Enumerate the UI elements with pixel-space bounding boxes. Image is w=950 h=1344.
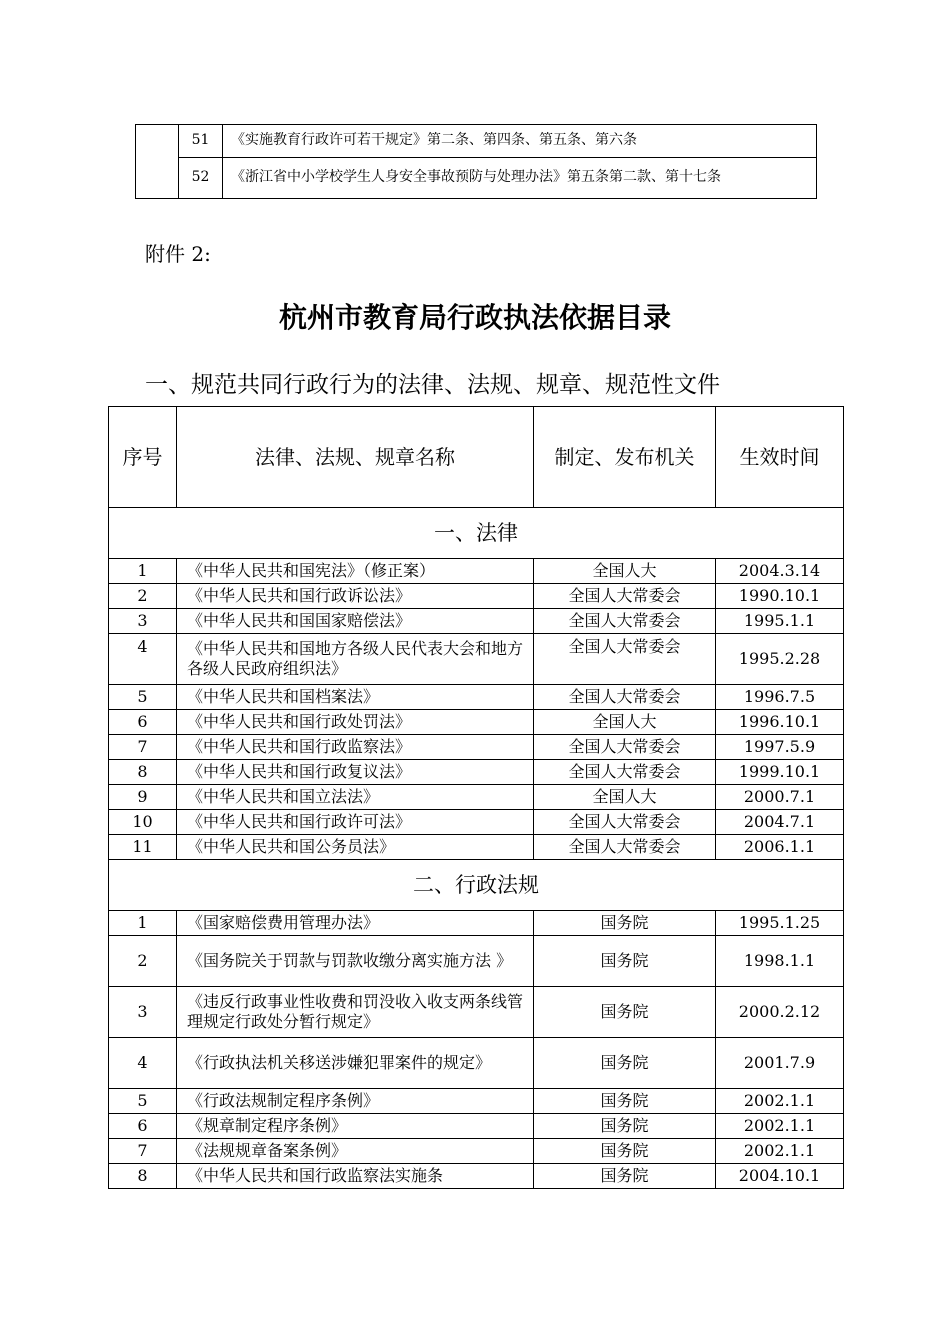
- issuer-cell: 全国人大常委会: [534, 760, 716, 785]
- table-row: [109, 911, 844, 936]
- issuer-cell: 国务院: [534, 987, 716, 1038]
- table-row: [109, 1038, 844, 1089]
- table-row: [109, 760, 844, 785]
- date-cell: 2006.1.1: [716, 835, 844, 860]
- attachment-label: 附件 2:: [145, 242, 211, 266]
- issuer-cell: 全国人大常委会: [534, 584, 716, 609]
- header-seq: 序号: [109, 407, 177, 508]
- header-effective: 生效时间: [716, 407, 844, 508]
- name-cell: 《中华人民共和国国家赔偿法》: [177, 609, 534, 634]
- seq-cell: 3: [109, 609, 177, 634]
- row-number: 51: [179, 125, 223, 158]
- merged-cell: [136, 125, 179, 199]
- name-cell: 《中华人民共和国行政监察法实施条: [177, 1164, 534, 1189]
- name-cell: 《国家赔偿费用管理办法》: [177, 911, 534, 936]
- name-cell: 《中华人民共和国公务员法》: [177, 835, 534, 860]
- header-name: 法律、法规、规章名称: [177, 407, 534, 508]
- seq-cell: 7: [109, 735, 177, 760]
- table-row: [109, 685, 844, 710]
- table-row: [109, 559, 844, 584]
- issuer-cell: 国务院: [534, 1038, 716, 1089]
- name-cell: 《中华人民共和国行政许可法》: [177, 810, 534, 835]
- issuer-cell: 国务院: [534, 911, 716, 936]
- name-cell: 《中华人民共和国档案法》: [177, 685, 534, 710]
- table-row: [109, 1164, 844, 1189]
- page-title: 杭州市教育局行政执法依据目录: [278, 301, 671, 334]
- name-cell: 《中华人民共和国行政监察法》: [177, 735, 534, 760]
- date-cell: 1999.10.1: [716, 760, 844, 785]
- seq-cell: 6: [109, 710, 177, 735]
- name-cell: 《中华人民共和国行政处罚法》: [177, 710, 534, 735]
- date-cell: 2000.2.12: [716, 987, 844, 1038]
- table-row: [109, 1089, 844, 1114]
- date-cell: 1998.1.1: [716, 936, 844, 987]
- name-cell: 《规章制定程序条例》: [177, 1114, 534, 1139]
- date-cell: 1996.10.1: [716, 710, 844, 735]
- seq-cell: 1: [109, 559, 177, 584]
- law-catalogue-table: [108, 406, 844, 1189]
- issuer-cell: 全国人大: [534, 710, 716, 735]
- name-cell: 《违反行政事业性收费和罚没收入收支两条线管理规定行政处分暂行规定》: [177, 987, 534, 1038]
- seq-cell: 3: [109, 987, 177, 1038]
- name-cell: 《法规规章备案条例》: [177, 1139, 534, 1164]
- name-cell: 《中华人民共和国宪法》（修正案）: [177, 559, 534, 584]
- table-row: [109, 936, 844, 987]
- basis-text: 《实施教育行政许可若干规定》第二条、第四条、第五条、第六条: [223, 125, 817, 158]
- seq-cell: 5: [109, 1089, 177, 1114]
- table-header-row: [109, 407, 844, 508]
- issuer-cell: 全国人大常委会: [534, 735, 716, 760]
- section-heading: 一、规范共同行政行为的法律、法规、规章、规范性文件: [145, 372, 720, 398]
- issuer-cell: 国务院: [534, 936, 716, 987]
- table-row: [109, 1139, 844, 1164]
- table-row: [109, 1114, 844, 1139]
- date-cell: 2002.1.1: [716, 1089, 844, 1114]
- issuer-cell: 国务院: [534, 1089, 716, 1114]
- row-number: 52: [179, 158, 223, 199]
- date-cell: 2004.3.14: [716, 559, 844, 584]
- seq-cell: 11: [109, 835, 177, 860]
- basis-text: 《浙江省中小学校学生人身安全事故预防与处理办法》第五条第二款、第十七条: [223, 158, 817, 199]
- date-cell: 1996.7.5: [716, 685, 844, 710]
- date-cell: 1995.1.1: [716, 609, 844, 634]
- issuer-cell: 全国人大常委会: [534, 609, 716, 634]
- issuer-cell: 全国人大: [534, 559, 716, 584]
- date-cell: 2004.10.1: [716, 1164, 844, 1189]
- issuer-cell: 国务院: [534, 1139, 716, 1164]
- issuer-cell: 全国人大常委会: [534, 634, 716, 685]
- table-row: [109, 735, 844, 760]
- issuer-cell: 国务院: [534, 1164, 716, 1189]
- seq-cell: 5: [109, 685, 177, 710]
- name-cell: 《国务院关于罚款与罚款收缴分离实施方法 》: [177, 936, 534, 987]
- seq-cell: 4: [109, 1038, 177, 1089]
- seq-cell: 2: [109, 584, 177, 609]
- date-cell: 2000.7.1: [716, 785, 844, 810]
- name-cell: 《中华人民共和国地方各级人民代表大会和地方各级人民政府组织法》: [177, 634, 534, 685]
- section-title: 二、行政法规: [109, 860, 844, 911]
- name-cell: 《行政执法机关移送涉嫌犯罪案件的规定》: [177, 1038, 534, 1089]
- section-row: [109, 860, 844, 911]
- date-cell: 1990.10.1: [716, 584, 844, 609]
- date-cell: 2001.7.9: [716, 1038, 844, 1089]
- seq-cell: 8: [109, 760, 177, 785]
- seq-cell: 9: [109, 785, 177, 810]
- continuation-table: [135, 124, 817, 199]
- date-cell: 2002.1.1: [716, 1139, 844, 1164]
- name-cell: 《行政法规制定程序条例》: [177, 1089, 534, 1114]
- issuer-cell: 全国人大常委会: [534, 685, 716, 710]
- table-row: [136, 158, 817, 199]
- table-row: [109, 810, 844, 835]
- date-cell: 2004.7.1: [716, 810, 844, 835]
- table-row: [109, 584, 844, 609]
- date-cell: 2002.1.1: [716, 1114, 844, 1139]
- seq-cell: 2: [109, 936, 177, 987]
- section-title: 一、法律: [109, 508, 844, 559]
- seq-cell: 4: [109, 634, 177, 685]
- table-row: [109, 710, 844, 735]
- issuer-cell: 国务院: [534, 1114, 716, 1139]
- seq-cell: 8: [109, 1164, 177, 1189]
- issuer-cell: 全国人大: [534, 785, 716, 810]
- name-cell: 《中华人民共和国行政诉讼法》: [177, 584, 534, 609]
- seq-cell: 1: [109, 911, 177, 936]
- table-row: [109, 634, 844, 685]
- table-row: [109, 609, 844, 634]
- section-row: [109, 508, 844, 559]
- seq-cell: 7: [109, 1139, 177, 1164]
- table-row: [109, 785, 844, 810]
- table-row: [109, 987, 844, 1038]
- date-cell: 1997.5.9: [716, 735, 844, 760]
- table-row: [109, 835, 844, 860]
- header-issuer: 制定、发布机关: [534, 407, 716, 508]
- seq-cell: 6: [109, 1114, 177, 1139]
- date-cell: 1995.2.28: [716, 634, 844, 685]
- date-cell: 1995.1.25: [716, 911, 844, 936]
- issuer-cell: 全国人大常委会: [534, 810, 716, 835]
- table-row: [136, 125, 817, 158]
- issuer-cell: 全国人大常委会: [534, 835, 716, 860]
- seq-cell: 10: [109, 810, 177, 835]
- name-cell: 《中华人民共和国行政复议法》: [177, 760, 534, 785]
- name-cell: 《中华人民共和国立法法》: [177, 785, 534, 810]
